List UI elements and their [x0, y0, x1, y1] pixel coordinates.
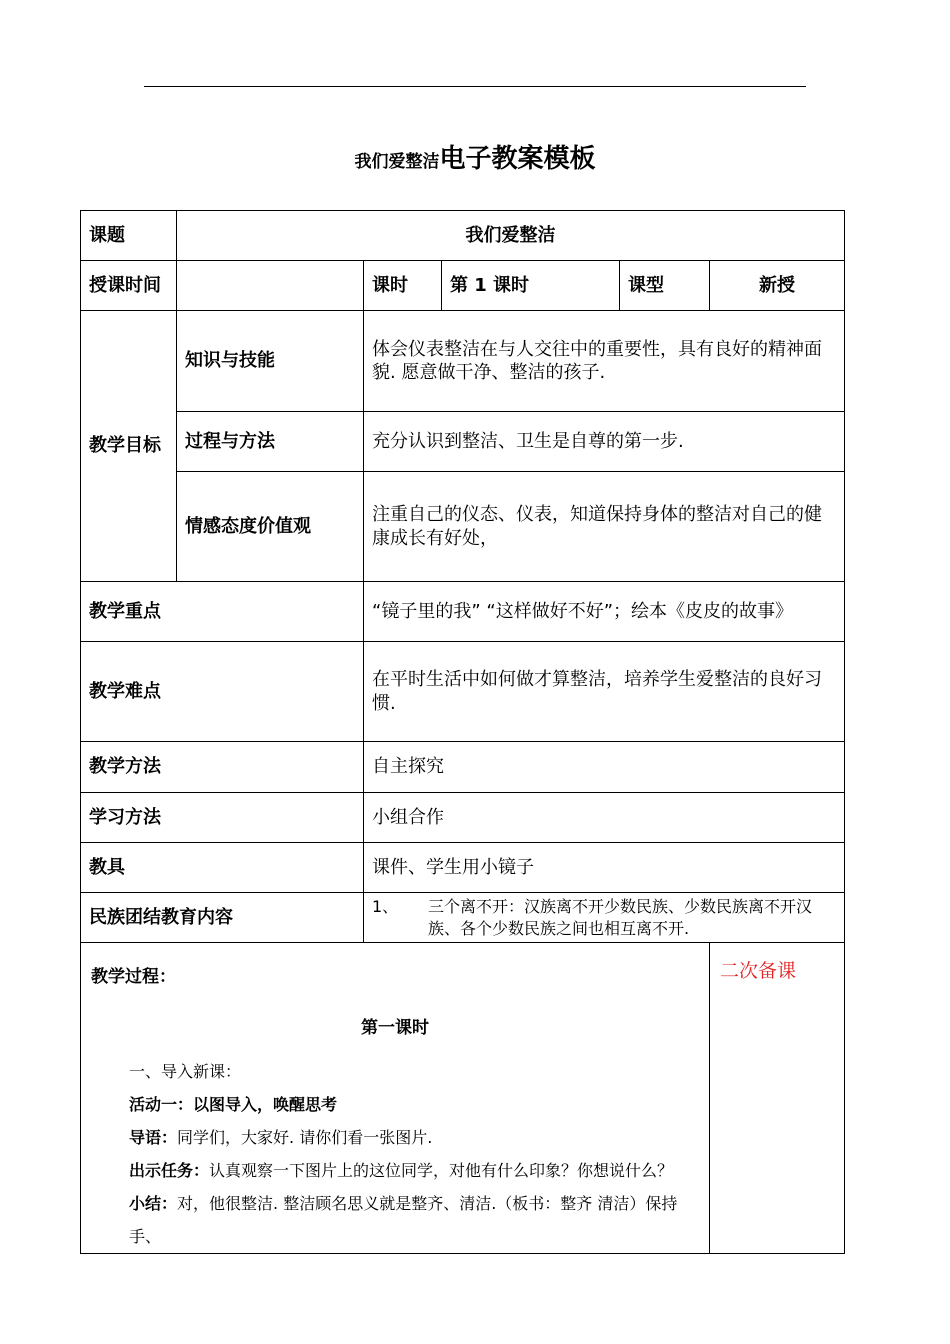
row-difficulty [81, 642, 845, 742]
summary-line [91, 1187, 699, 1253]
row-learn-method [81, 793, 845, 843]
summary-label: 小结： [129, 1194, 178, 1213]
task-label: 出示任务： [129, 1161, 210, 1180]
summary-text: 对，他很整洁. 整洁顾名思义就是整齐、清洁.（板书：整齐 清洁）保持手、 [129, 1194, 678, 1246]
row-ethnic [81, 893, 845, 943]
row-topic [81, 211, 845, 261]
learn-method-value: 小组合作 [364, 793, 845, 843]
ethnic-cell [364, 893, 845, 943]
row-goal-knowledge [81, 311, 845, 412]
period-value: 第 1 课时 [442, 261, 620, 311]
row-tools [81, 843, 845, 893]
topic-value: 我们爱整洁 [177, 211, 845, 261]
goal-knowledge-text: 体会仪表整洁在与人交往中的重要性，具有良好的精神面貌. 愿意做干净、整洁的孩子. [364, 311, 845, 412]
lesson-plan-table [80, 210, 845, 1254]
goal-process-text: 充分认识到整洁、卫生是自尊的第一步. [364, 412, 845, 472]
difficulty-label: 教学难点 [81, 642, 364, 742]
ethnic-value: 三个离不开：汉族离不开少数民族、少数民族离不开汉族、各个少数民族之间也相互离不开. [428, 896, 813, 938]
goals-label: 教学目标 [81, 311, 177, 582]
goal-knowledge-label: 知识与技能 [177, 311, 364, 412]
learn-method-label: 学习方法 [81, 793, 364, 843]
ethnic-label: 民族团结教育内容 [81, 893, 364, 943]
row-goal-process [81, 412, 845, 472]
second-prep-cell [710, 943, 845, 1254]
key-value: “镜子里的我” “这样做好不好”；绘本《皮皮的故事》 [364, 582, 845, 642]
guide-label: 导语： [129, 1128, 178, 1147]
title-lesson-name: 我们爱整洁 [354, 152, 440, 172]
process-cell [81, 943, 710, 1254]
title-template-name: 电子教案模板 [439, 144, 596, 174]
process-title: 教学过程： [91, 967, 176, 987]
type-label: 课型 [620, 261, 710, 311]
ethnic-number: 1、 [372, 896, 399, 916]
teach-method-label: 教学方法 [81, 742, 364, 793]
activity-heading: 活动一：以图导入，唤醒思考 [129, 1095, 338, 1114]
row-goal-emotion [81, 472, 845, 582]
row-key-points [81, 582, 845, 642]
guide-line [91, 1121, 699, 1154]
row-process [81, 943, 845, 1254]
row-teach-method [81, 742, 845, 793]
tools-value: 课件、学生用小镜子 [364, 843, 845, 893]
time-value [177, 261, 364, 311]
second-prep-note: 二次备课 [720, 960, 797, 982]
key-label: 教学重点 [81, 582, 364, 642]
teach-method-value: 自主探究 [364, 742, 845, 793]
header-rule [144, 86, 806, 87]
task-line [91, 1154, 699, 1187]
task-text: 认真观察一下图片上的这位同学，对他有什么印象？你想说什么？ [209, 1161, 674, 1180]
goal-process-label: 过程与方法 [177, 412, 364, 472]
tools-label: 教具 [81, 843, 364, 893]
goal-emotion-text: 注重自己的仪态、仪表，知道保持身体的整洁对自己的健康成长有好处， [364, 472, 845, 582]
goal-emotion-label: 情感态度价值观 [177, 472, 364, 582]
time-label: 授课时间 [81, 261, 177, 311]
difficulty-value: 在平时生活中如何做才算整洁，培养学生爱整洁的良好习惯. [364, 642, 845, 742]
row-time [81, 261, 845, 311]
topic-label: 课题 [81, 211, 177, 261]
intro-heading: 一、导入新课： [129, 1062, 242, 1081]
guide-text: 同学们，大家好. 请你们看一张图片. [177, 1128, 433, 1147]
lesson-title: 第一课时 [361, 1018, 429, 1038]
period-label: 课时 [364, 261, 442, 311]
type-value: 新授 [710, 261, 845, 311]
document-title [0, 138, 950, 175]
